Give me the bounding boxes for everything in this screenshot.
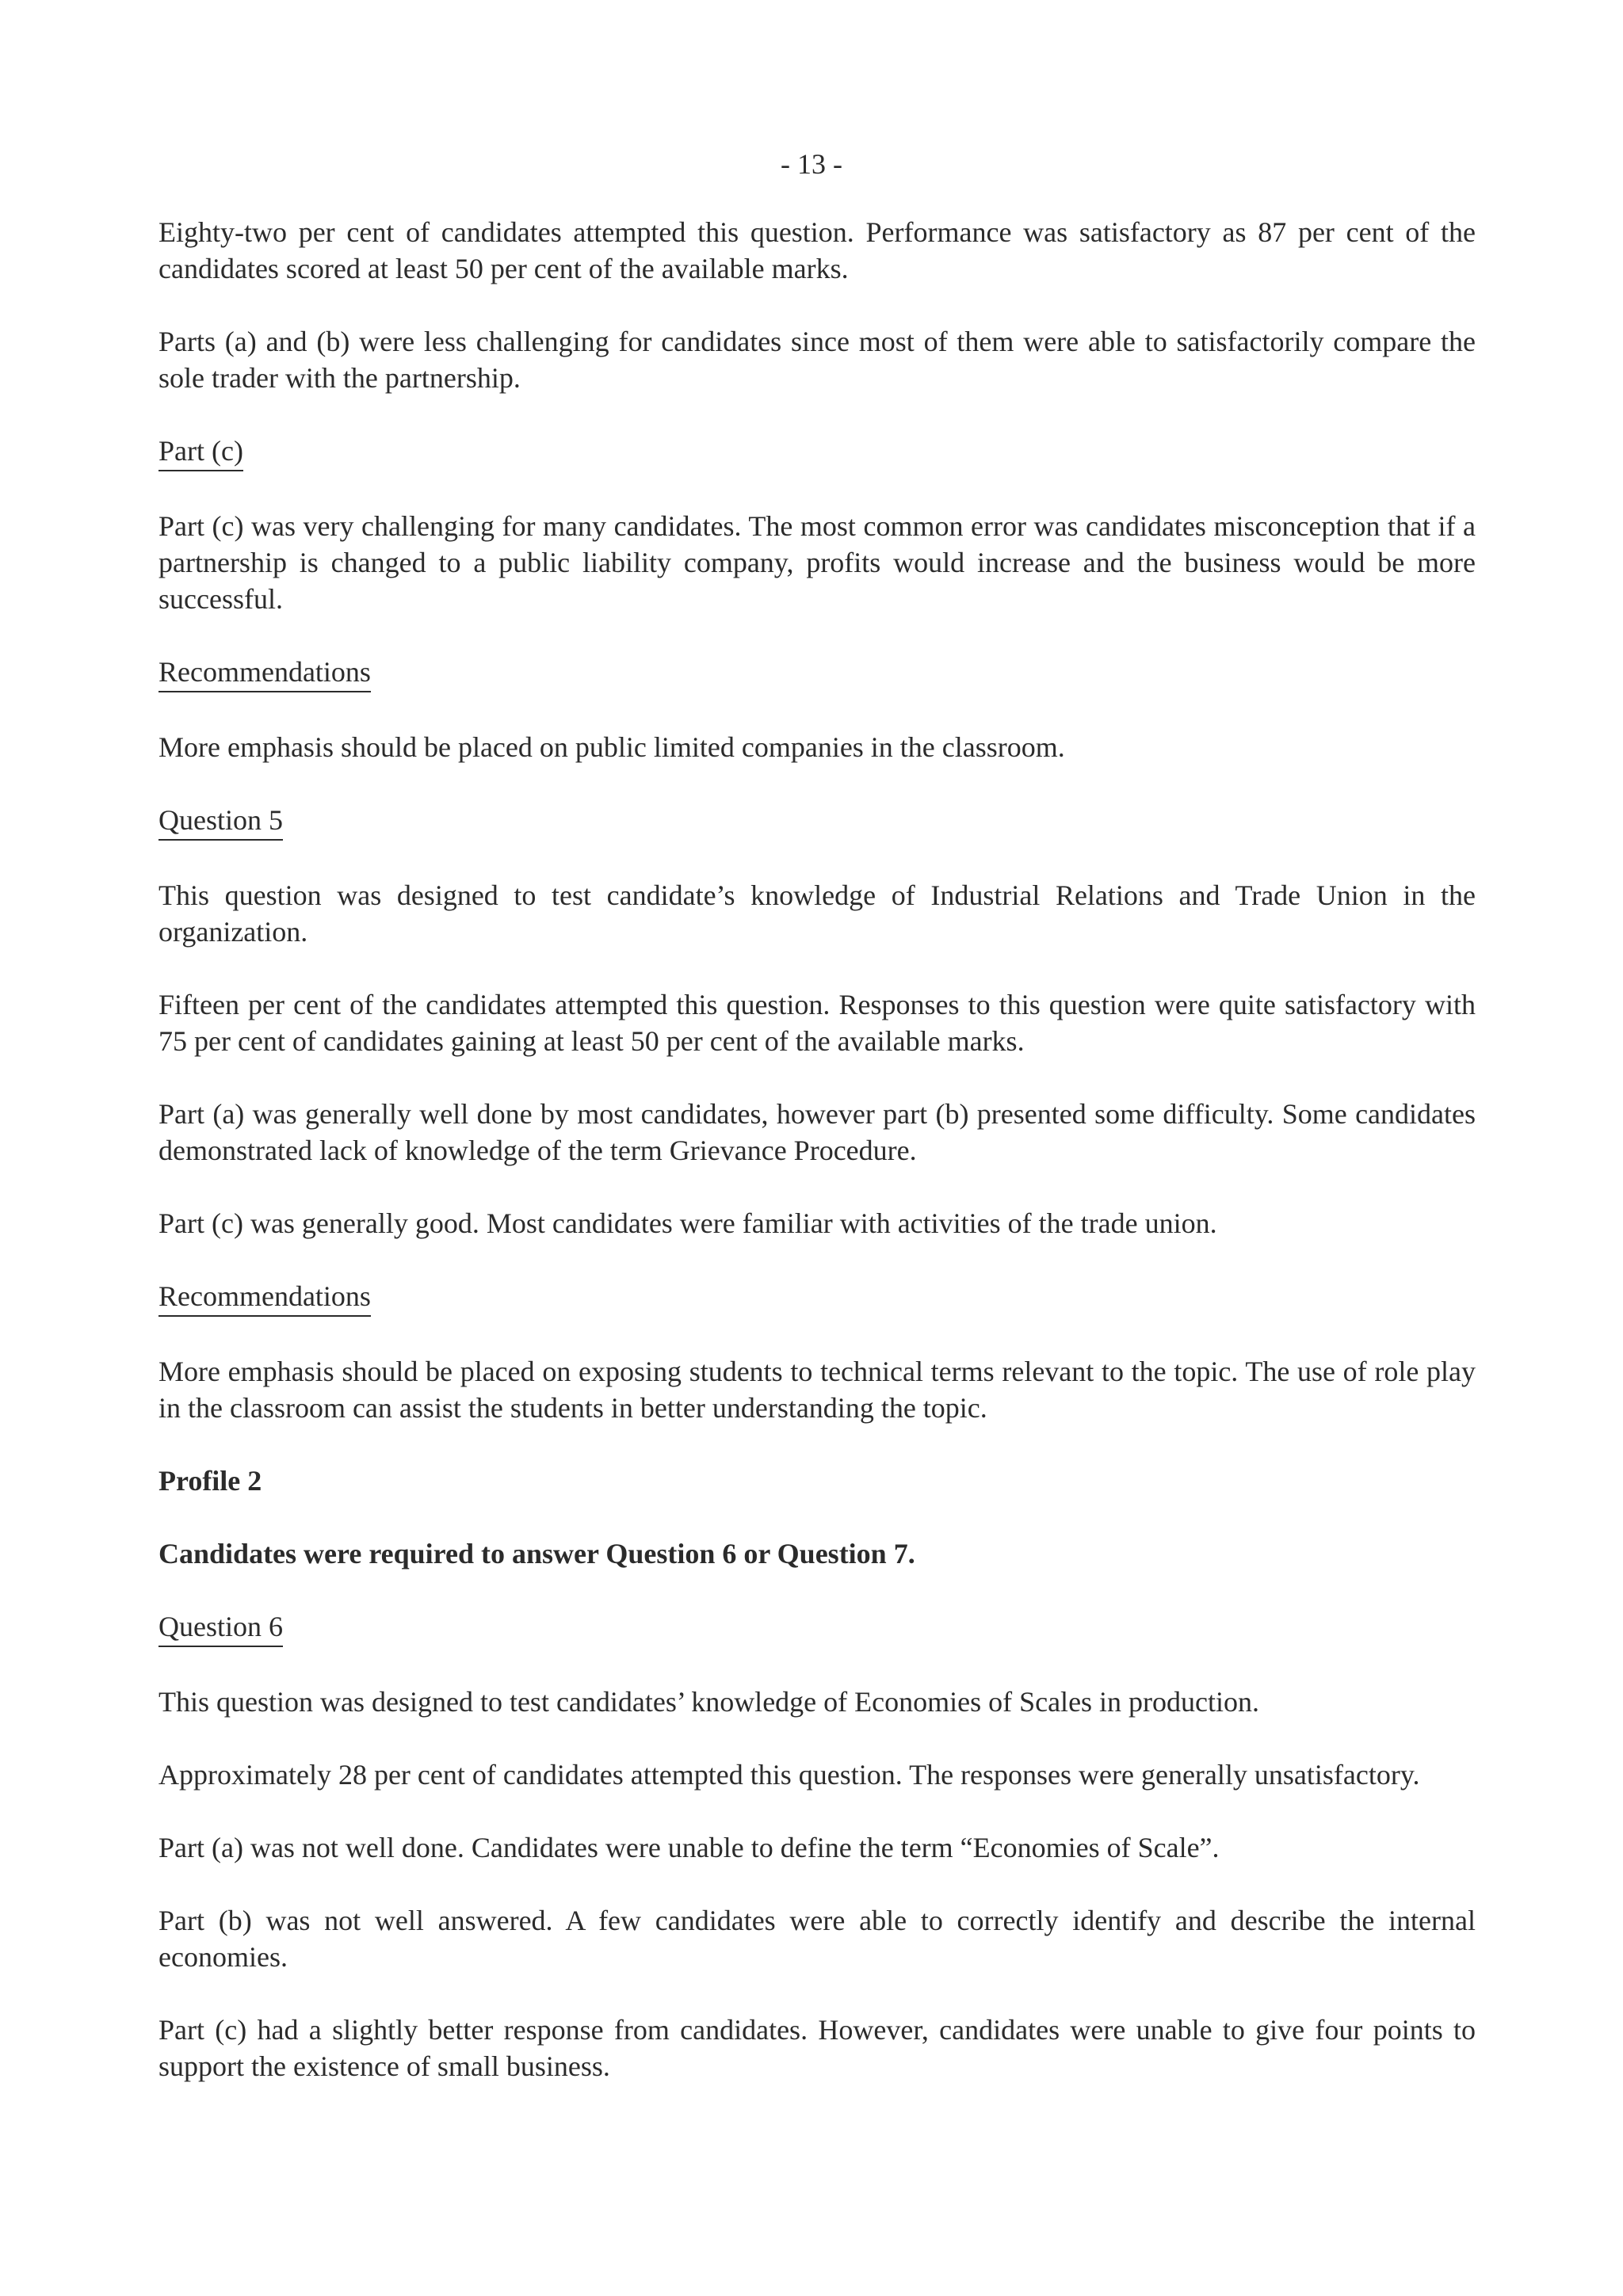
subheading-part-c-text: Part (c): [158, 433, 243, 471]
subheading-part-c: [158, 433, 1476, 471]
paragraph-recommendation-2: More emphasis should be placed on exposing students to technical terms relevant to the topic. The use of role play in the classroom can assist the students in better understanding the topic.: [158, 1356, 1476, 1424]
paragraph-q6-part-b: Part (b) was not well answered. A few candidates were able to correctly identify and describe the internal economies.: [158, 1905, 1476, 1973]
paragraph-q4-attempt-rate: Eighty-two per cent of candidates attempted this question. Performance was satisfactory as 87 per cent of the candidates scored at least 50 per cent of the available marks.: [158, 216, 1476, 284]
page-number: - 13 -: [781, 148, 842, 180]
paragraph-q4-parts-a-b: Parts (a) and (b) were less challenging for candidates since most of them were able to satisfactorily compare the sole trader with the partnership.: [158, 326, 1476, 394]
subheading-question-5-text: Question 5: [158, 803, 283, 841]
paragraph-q6-part-a: Part (a) was not well done. Candidates were unable to define the term “Economies of Scale”.: [158, 1832, 1220, 1863]
subheading-recommendations-1: [158, 654, 1476, 692]
paragraph-q5-purpose: This question was designed to test candidate’s knowledge of Industrial Relations and Trade Union in the organization.: [158, 879, 1476, 948]
subheading-question-6-text: Question 6: [158, 1609, 283, 1647]
paragraph-q6-attempt-rate: Approximately 28 per cent of candidates attempted this question. The responses were generally unsatisfactory.: [158, 1759, 1420, 1791]
subheading-recommendations-2-text: Recommendations: [158, 1279, 371, 1317]
subheading-recommendations-2: [158, 1278, 1476, 1317]
page-body: [158, 214, 1476, 2084]
paragraph-q4-part-c: Part (c) was very challenging for many candidates. The most common error was candidates misconception that if a partnership is changed to a public liability company, profits would increase and the business would be more successful.: [158, 510, 1476, 615]
paragraph-q5-attempt-rate: Fifteen per cent of the candidates attempted this question. Responses to this question were quite satisfactory with 75 per cent of candidates gaining at least 50 per cent of the available marks.: [158, 989, 1476, 1057]
paragraph-q6-purpose: This question was designed to test candidates’ knowledge of Economies of Scales in production.: [158, 1686, 1260, 1718]
paragraph-q5-part-c: Part (c) was generally good. Most candidates were familiar with activities of the trade union.: [158, 1207, 1217, 1239]
paragraph-recommendation-1: More emphasis should be placed on public limited companies in the classroom.: [158, 731, 1065, 763]
subheading-question-6: [158, 1608, 1476, 1647]
paragraph-q6-part-c: Part (c) had a slightly better response from candidates. However, candidates were unable to give four points to support the existence of small business.: [158, 2014, 1476, 2082]
paragraph-q5-parts-a-b: Part (a) was generally well done by most candidates, however part (b) presented some difficulty. Some candidates demonstrated lack of knowledge of the term Grievance Procedure.: [158, 1098, 1476, 1166]
heading-profile-2: Profile 2: [158, 1465, 262, 1497]
subheading-question-5: [158, 802, 1476, 841]
instruction-required-questions: Candidates were required to answer Question 6 or Question 7.: [158, 1538, 915, 1569]
subheading-recommendations-1-text: Recommendations: [158, 654, 371, 692]
